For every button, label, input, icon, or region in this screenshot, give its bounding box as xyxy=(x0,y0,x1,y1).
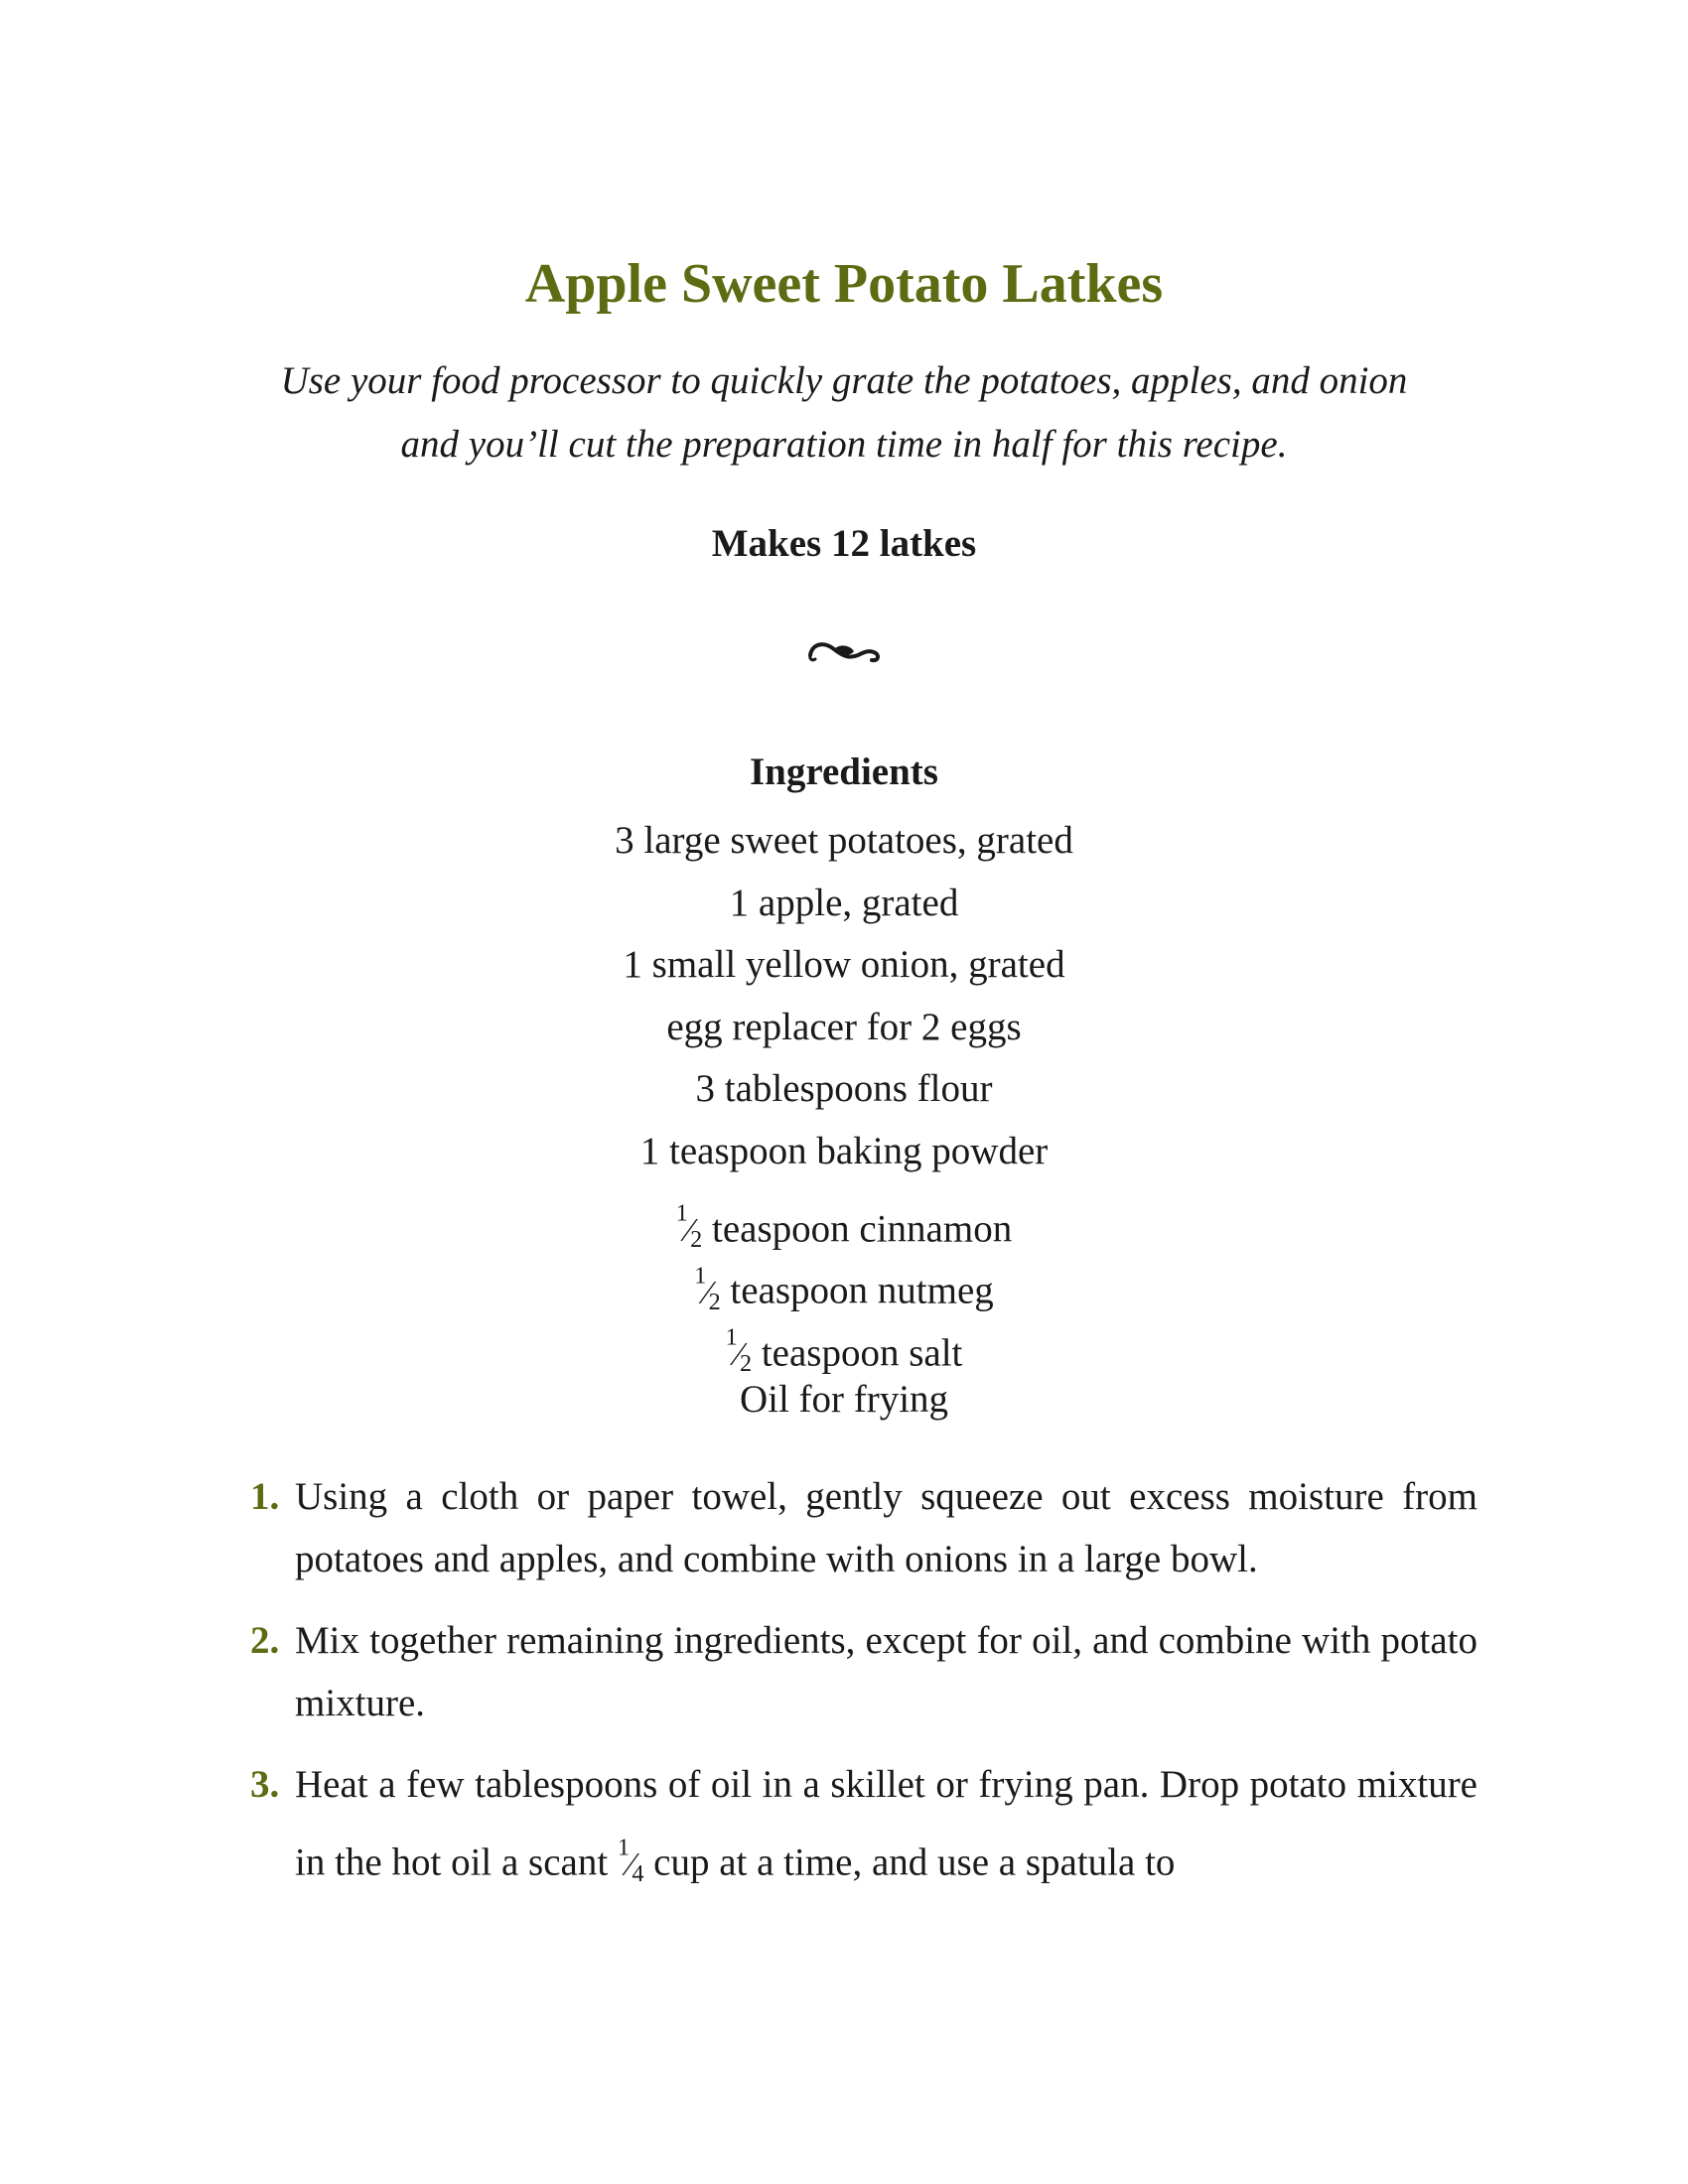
ingredient-text: teaspoon cinnamon xyxy=(702,1207,1013,1251)
ingredients-list xyxy=(0,810,1688,1432)
recipe-intro-line: and you’ll cut the preparation time in half for this recipe. xyxy=(400,423,1288,466)
fraction-denominator: 2 xyxy=(739,1350,753,1378)
ingredient-text: 1 small yellow onion, grated xyxy=(623,943,1065,987)
ingredient-text: 1 apple, grated xyxy=(729,881,959,924)
ingredient-text: 1 teaspoon baking powder xyxy=(639,1129,1049,1172)
fraction: 1⁄4 xyxy=(617,1834,644,1887)
ingredient-item xyxy=(0,810,1688,873)
step-number: 3. xyxy=(250,1763,280,1806)
ingredient-text: teaspoon salt xyxy=(752,1331,963,1375)
step-number: 2. xyxy=(250,1619,280,1662)
ingredient-item xyxy=(0,1121,1688,1183)
ingredient-text: 3 large sweet potatoes, grated xyxy=(615,819,1073,862)
fraction-numerator: 1 xyxy=(617,1834,631,1860)
step-text: Mix together remaining ingredients, except for oil, and combine with potato mixture. xyxy=(295,1619,1477,1724)
fraction: 1⁄2 xyxy=(725,1323,753,1378)
ingredient-item xyxy=(0,1369,1688,1432)
ingredient-item xyxy=(0,1245,1688,1315)
fraction-numerator: 1 xyxy=(675,1199,688,1227)
instruction-step xyxy=(250,1465,1477,1590)
fraction-denominator: 4 xyxy=(632,1859,644,1887)
fraction-denominator: 2 xyxy=(690,1226,703,1254)
ingredient-text: 3 tablespoons flour xyxy=(695,1067,993,1111)
ingredient-text: teaspoon nutmeg xyxy=(720,1269,994,1312)
recipe-intro-line: Use your food processor to quickly grate the potatoes, apples, and onion xyxy=(280,359,1408,402)
swash-ornament-icon xyxy=(804,633,884,667)
ingredient-text: Oil for frying xyxy=(739,1378,949,1422)
ingredient-text: egg replacer for 2 eggs xyxy=(666,1005,1022,1048)
recipe-title: Apple Sweet Potato Latkes xyxy=(524,253,1164,315)
ingredient-item xyxy=(0,1058,1688,1121)
step-text: Using a cloth or paper towel, gently squeeze out excess moisture from potatoes and apples, and combine with onions in a large bowl. xyxy=(295,1475,1477,1580)
fraction-numerator: 1 xyxy=(694,1262,707,1290)
ingredient-item xyxy=(0,1183,1688,1254)
fraction: 1⁄2 xyxy=(675,1199,703,1254)
ingredient-item xyxy=(0,1307,1688,1378)
step-text: Heat a few tablespoons of oil in a skillet or frying pan. Drop potato mixture in the hot oil a scant xyxy=(295,1763,1477,1884)
instruction-step xyxy=(250,1609,1477,1734)
step-number: 1. xyxy=(250,1475,280,1518)
instructions-list xyxy=(250,1465,1477,1924)
instruction-step xyxy=(250,1753,1477,1905)
fraction-numerator: 1 xyxy=(725,1323,738,1351)
ingredient-item xyxy=(0,873,1688,935)
fraction: 1⁄2 xyxy=(694,1262,721,1315)
recipe-intro xyxy=(228,349,1460,477)
ingredient-item xyxy=(0,934,1688,997)
step-text: cup at a time, and use a spatula to xyxy=(643,1841,1176,1884)
ingredients-heading: Ingredients xyxy=(750,751,938,793)
fraction-denominator: 2 xyxy=(708,1288,721,1315)
recipe-yield: Makes 12 latkes xyxy=(711,522,977,565)
ingredient-item xyxy=(0,997,1688,1059)
